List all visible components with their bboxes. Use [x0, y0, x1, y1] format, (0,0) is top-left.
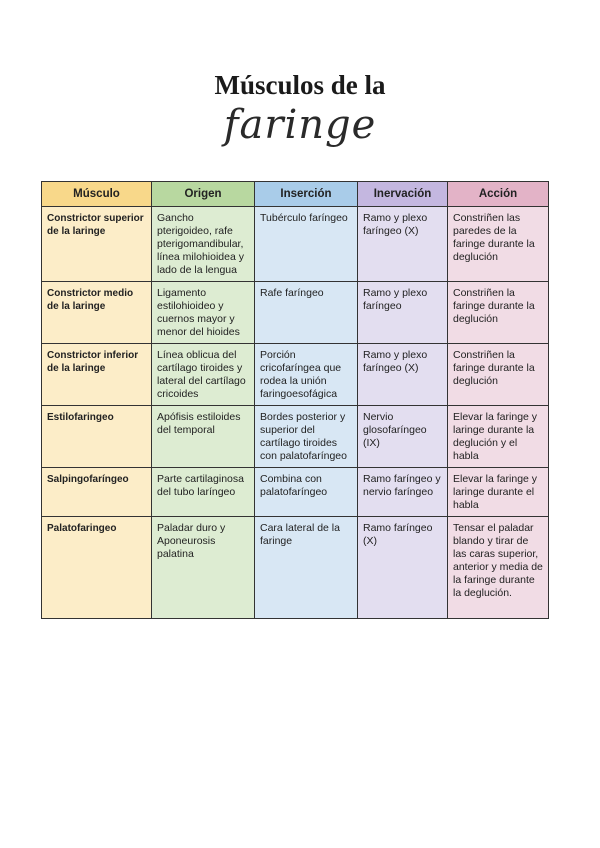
muscles-table	[41, 181, 549, 619]
page-title: Músculos de la	[214, 70, 386, 100]
cell-insercion: Bordes posterior y superior del cartílago tiroides con palatofaríngeo	[255, 406, 358, 468]
table-row	[42, 468, 549, 517]
cell-musculo: Constrictor inferior de la laringe	[42, 344, 152, 406]
header-origen: Origen	[152, 182, 255, 207]
cell-insercion: Tubérculo faríngeo	[255, 207, 358, 282]
cell-musculo: Constrictor superior de la laringe	[42, 207, 152, 282]
cell-insercion: Porción cricofaríngea que rodea la unión faringoesofágica	[255, 344, 358, 406]
cell-accion: Constriñen la faringe durante la deglución	[448, 282, 549, 344]
cell-origen: Ligamento estilohioideo y cuernos mayor y menor del hioides	[152, 282, 255, 344]
cell-accion: Elevar la faringe y laringe durante la deglución y el habla	[448, 406, 549, 468]
cell-accion: Constriñen las paredes de la faringe durante la deglución	[448, 207, 549, 282]
cell-origen: Línea oblicua del cartílago tiroides y lateral del cartílago cricoides	[152, 344, 255, 406]
cell-origen: Parte cartilaginosa del tubo laríngeo	[152, 468, 255, 517]
cell-inervacion: Nervio glosofaríngeo (IX)	[358, 406, 448, 468]
header-accion: Acción	[448, 182, 549, 207]
table-row	[42, 517, 549, 619]
cell-origen: Paladar duro y Aponeurosis palatina	[152, 517, 255, 619]
page-subtitle: faringe	[223, 102, 377, 148]
cell-musculo: Palatofaringeo	[42, 517, 152, 619]
cell-inervacion: Ramo y plexo faríngeo	[358, 282, 448, 344]
cell-accion: Tensar el paladar blando y tirar de las caras superior, anterior y media de la faringe durante la deglución.	[448, 517, 549, 619]
cell-inervacion: Ramo faríngeo y nervio faríngeo	[358, 468, 448, 517]
table-row	[42, 344, 549, 406]
cell-insercion: Cara lateral de la faringe	[255, 517, 358, 619]
cell-insercion: Rafe faríngeo	[255, 282, 358, 344]
cell-musculo: Constrictor medio de la laringe	[42, 282, 152, 344]
header-musculo: Músculo	[42, 182, 152, 207]
cell-accion: Constriñen la faringe durante la deglución	[448, 344, 549, 406]
cell-musculo: Salpingofaríngeo	[42, 468, 152, 517]
cell-inervacion: Ramo y plexo faríngeo (X)	[358, 207, 448, 282]
cell-inervacion: Ramo faríngeo (X)	[358, 517, 448, 619]
cell-origen: Apófisis estiloides del temporal	[152, 406, 255, 468]
cell-origen: Gancho pterigoideo, rafe pterigomandibular, línea milohioidea y lado de la lengua	[152, 207, 255, 282]
table-row	[42, 207, 549, 282]
cell-musculo: Estilofaringeo	[42, 406, 152, 468]
header-insercion: Inserción	[255, 182, 358, 207]
table-row	[42, 282, 549, 344]
table-header-row	[42, 182, 549, 207]
cell-accion: Elevar la faringe y laringe durante el habla	[448, 468, 549, 517]
cell-inervacion: Ramo y plexo faríngeo (X)	[358, 344, 448, 406]
table-row	[42, 406, 549, 468]
cell-insercion: Combina con palatofaríngeo	[255, 468, 358, 517]
header-inervacion: Inervación	[358, 182, 448, 207]
